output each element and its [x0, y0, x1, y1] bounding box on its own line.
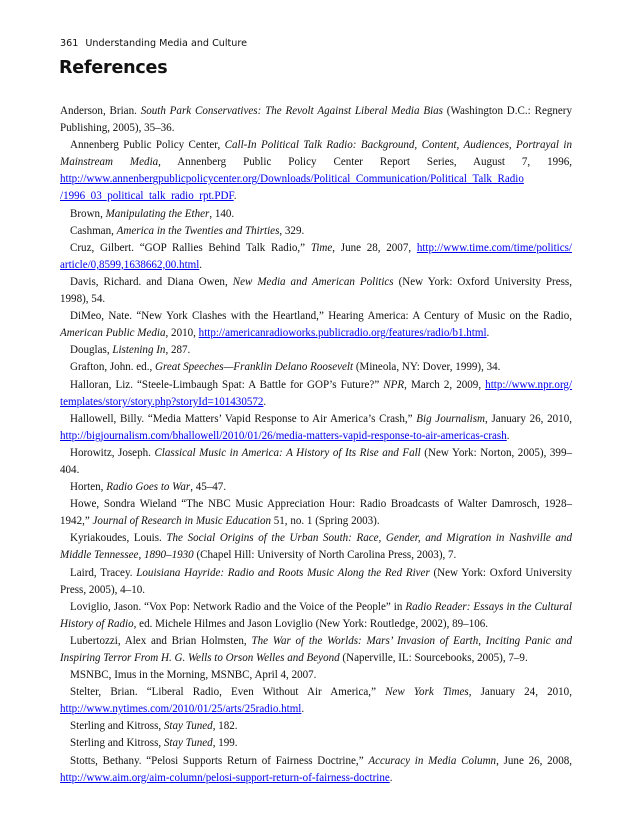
- reference-text: 51, no. 1 (Spring 2003).: [271, 515, 380, 528]
- reference-text: , March 2, 2009,: [404, 378, 486, 391]
- reference-title: Classical Music in America: A History of Its Rise and Fall: [154, 446, 421, 459]
- reference-entry: [60, 240, 572, 274]
- reference-entry: [60, 633, 572, 667]
- reference-title: Louisiana Hayride: Radio and Roots Music Along the Red River: [136, 566, 430, 579]
- reference-text: , 199.: [212, 737, 238, 750]
- reference-text: , 2010,: [165, 327, 199, 340]
- reference-entry: [60, 308, 572, 342]
- reference-text: .: [486, 327, 490, 340]
- reference-text: .: [199, 258, 203, 271]
- reference-title: The War of the Worlds: Mars’ Invasion of Earth, Inciting Panic and Inspiring Terror From H. G. Wells to Orson Welles and Beyond: [60, 634, 572, 664]
- reference-text: Kyriakoudes, Louis.: [70, 532, 167, 545]
- reference-text: MSNBC, Imus in the Morning, MSNBC, April 4, 2007.: [70, 669, 317, 682]
- reference-link[interactable]: http://www.aim.org/aim-column/pelosi-support-return-of-fairness-doctrine: [60, 771, 390, 784]
- reference-text: Anderson, Brian.: [60, 105, 141, 117]
- reference-text: Cruz, Gilbert. “GOP Rallies Behind Talk Radio,”: [70, 241, 311, 254]
- reference-title: South Park Conservatives: The Revolt Against Liberal Media Bias: [140, 105, 443, 117]
- reference-entry: [60, 359, 572, 376]
- reference-text: Halloran, Liz. “Steele-Limbaugh Spat: A Battle for GOP’s Future?”: [70, 378, 384, 391]
- reference-link[interactable]: http://www.nytimes.com/2010/01/25/arts/25radio.html: [60, 703, 302, 716]
- reference-text: , 329.: [279, 224, 305, 237]
- reference-text: (New York: Oxford University Press, 2005), 4–10.: [60, 566, 572, 596]
- reference-text: (Mineola, NY: Dover, 1999), 34.: [353, 361, 501, 374]
- reference-title: Radio Reader: Essays in the Cultural History of Radio: [60, 600, 572, 630]
- reference-text: Brown,: [70, 207, 106, 220]
- reference-entry: [60, 565, 572, 599]
- reference-text: , June 28, 2007,: [332, 241, 417, 254]
- reference-text: , ed. Michele Hilmes and Jason Loviglio (New York: Routledge, 2002), 89–106.: [133, 617, 489, 630]
- reference-text: Laird, Tracey.: [70, 566, 137, 579]
- reference-text: Horten,: [70, 481, 107, 494]
- reference-title: Radio Goes to War: [106, 481, 191, 494]
- reference-text: Howe, Sondra Wieland “The NBC Music Appreciation Hour: Radio Broadcasts of Walter Damrosch, 1928–1942,”: [60, 498, 572, 528]
- reference-entry: [60, 342, 572, 359]
- reference-entry: [60, 377, 572, 411]
- reference-title: Manipulating the Ether: [105, 207, 210, 220]
- reference-entry: [60, 599, 572, 633]
- reference-text: DiMeo, Nate. “New York Clashes with the Heartland,” Hearing America: A Century of Music on the Radio,: [70, 310, 572, 323]
- reference-text: , Annenberg Public Policy Center Report Series, August 7, 1996,: [158, 156, 572, 169]
- reference-text: (New York: Norton, 2005), 399–404.: [60, 446, 572, 476]
- reference-text: .: [263, 395, 267, 408]
- reference-title: Accuracy in Media Column: [368, 754, 497, 767]
- reference-text: , June 26, 2008,: [496, 754, 573, 767]
- reference-text: , January 24, 2010,: [468, 686, 572, 699]
- reference-title: NPR: [383, 378, 405, 391]
- reference-text: Loviglio, Jason. “Vox Pop: Network Radio and the Voice of the People” in: [70, 600, 406, 613]
- reference-title: Big Journalism: [416, 412, 486, 425]
- reference-text: (Chapel Hill: University of North Carolina Press, 2003), 7.: [193, 549, 457, 562]
- reference-text: Sterling and Kitross,: [70, 737, 164, 750]
- reference-text: , 287.: [165, 344, 191, 357]
- page-title: References: [59, 58, 168, 78]
- reference-text: Grafton, John. ed.,: [70, 361, 155, 374]
- reference-link[interactable]: http://www.time.com/time/politics/ article/0,8599,1638662,00.html: [60, 241, 572, 271]
- reference-entry: [60, 206, 572, 223]
- reference-text: (New York: Oxford University Press, 1998), 54.: [60, 275, 572, 306]
- reference-text: Douglas,: [70, 344, 113, 357]
- reference-title: Listening In: [112, 344, 166, 357]
- page-number: 361: [60, 38, 79, 49]
- reference-entry: [60, 223, 572, 240]
- reference-text: Annenberg Public Policy Center,: [70, 139, 225, 152]
- reference-entry: [60, 530, 572, 564]
- reference-text: Horowitz, Joseph.: [70, 446, 155, 459]
- reference-text: (Naperville, IL: Sourcebooks, 2005), 7–9.: [339, 652, 528, 664]
- reference-entry: [60, 718, 572, 735]
- running-header: [60, 38, 247, 49]
- reference-title: The Social Origins of the Urban South: Race, Gender, and Migration in Nashville and Middle Tennessee, 1890–1930: [60, 532, 572, 562]
- reference-text: , 140.: [209, 207, 235, 220]
- reference-entry: [60, 274, 572, 308]
- reference-entry: [60, 684, 572, 718]
- reference-title: Great Speeches—Franklin Delano Roosevelt: [154, 361, 354, 374]
- reference-link[interactable]: http://bigjournalism.com/bhallowell/2010/01/26/media-matters-vapid-response-to-air-americas-crash: [60, 429, 507, 442]
- reference-text: Sterling and Kitross,: [70, 720, 164, 733]
- reference-text: .: [389, 771, 393, 784]
- reference-text: .: [233, 190, 237, 203]
- reference-link[interactable]: http://www.annenbergpublicpolicycenter.org/Downloads/Political_Communication/Political_Talk_Radio /1996_03_political_talk_radio_rpt.PDF: [60, 173, 524, 203]
- reference-entry: [60, 496, 572, 530]
- reference-title: Time: [310, 241, 333, 254]
- reference-text: Stotts, Bethany. “Pelosi Supports Return of Fairness Doctrine,”: [70, 754, 369, 767]
- reference-title: America in the Twenties and Thirties: [116, 224, 280, 237]
- reference-entry: [60, 735, 572, 752]
- reference-text: Stelter, Brian. “Liberal Radio, Even Without Air America,”: [70, 686, 386, 699]
- reference-text: (Washington D.C.: Regnery Publishing, 2005), 35–36.: [60, 105, 572, 135]
- reference-title: Stay Tuned: [163, 720, 213, 733]
- reference-text: Hallowell, Billy. “Media Matters’ Vapid Response to Air America’s Crash,”: [70, 412, 417, 425]
- reference-title: Stay Tuned: [163, 737, 213, 750]
- reference-title: New Media and American Politics: [232, 275, 394, 288]
- reference-entry: [60, 753, 572, 787]
- reference-entry: [60, 445, 572, 479]
- reference-title: Journal of Research in Music Education: [92, 515, 271, 528]
- reference-entry: [60, 411, 572, 445]
- reference-link[interactable]: http://www.npr.org/ templates/story/story.php?storyId=101430572: [60, 378, 573, 408]
- reference-text: Cashman,: [70, 224, 117, 237]
- reference-entry: [60, 103, 572, 137]
- reference-entry: [60, 667, 572, 684]
- reference-text: .: [301, 703, 305, 716]
- reference-link[interactable]: http://americanradioworks.publicradio.org/features/radio/b1.html: [198, 327, 487, 340]
- reference-text: , 45–47.: [190, 481, 227, 494]
- reference-title: Call-In Political Talk Radio: Background, Content, Audiences, Portrayal in Mainstream Media: [60, 139, 572, 169]
- reference-title: American Public Media: [60, 327, 166, 340]
- book-title: Understanding Media and Culture: [85, 38, 247, 49]
- reference-title: New York Times: [385, 686, 469, 699]
- reference-text: , January 26, 2010,: [485, 412, 572, 425]
- reference-text: Lubertozzi, Alex and Brian Holmsten,: [70, 634, 252, 647]
- reference-text: , 182.: [212, 720, 238, 733]
- reference-entry: [60, 137, 572, 205]
- reference-entry: [60, 479, 572, 496]
- references-list: [60, 103, 572, 787]
- reference-text: Davis, Richard. and Diana Owen,: [70, 275, 233, 288]
- reference-text: .: [506, 429, 510, 442]
